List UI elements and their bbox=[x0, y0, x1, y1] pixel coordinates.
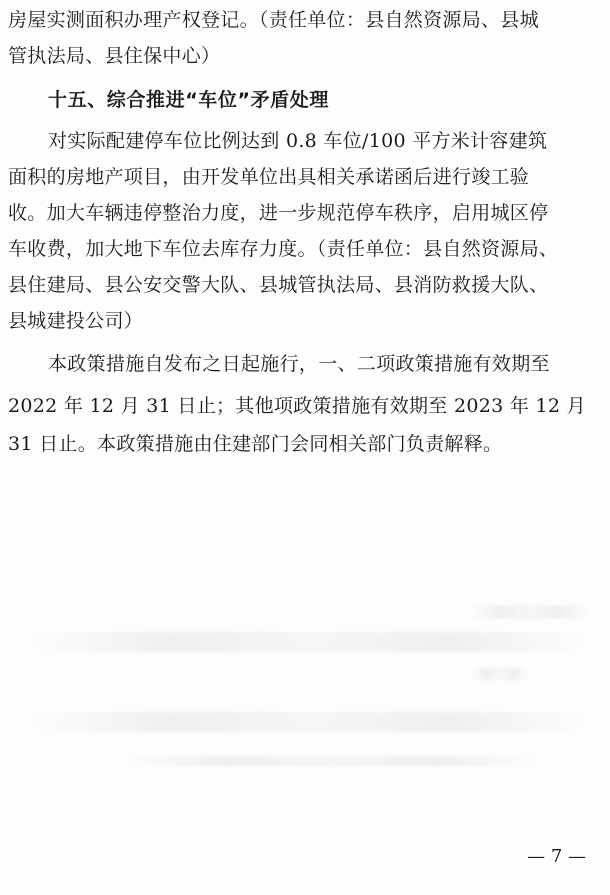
paragraph-line: 管执法局、县住保中心） bbox=[8, 45, 221, 67]
bleed-through-mark bbox=[30, 712, 590, 732]
page-number: — 7 — bbox=[527, 846, 586, 867]
bleed-through-mark bbox=[470, 605, 590, 619]
paragraph-line: 收。加大车辆违停整治力度，进一步规范停车秩序，启用城区停 bbox=[8, 202, 549, 224]
bleed-through-mark bbox=[470, 668, 530, 680]
paragraph-line: 县住建局、县公安交警大队、县城管执法局、县消防救援大队、 bbox=[8, 274, 549, 296]
paragraph-line: 面积的房地产项目，由开发单位出具相关承诺函后进行竣工验 bbox=[8, 166, 530, 188]
paragraph-line: 对实际配建停车位比例达到 0.8 车位/100 平方米计容建筑 bbox=[48, 130, 548, 152]
bleed-through-mark bbox=[120, 756, 540, 766]
paragraph-line: 2022 年 12 月 31 日止；其他项政策措施有效期至 2023 年 12 月 bbox=[8, 395, 586, 417]
section-heading: 十五、综合推进“车位”矛盾处理 bbox=[48, 89, 329, 111]
paragraph-line: 房屋实测面积办理产权登记。（责任单位：县自然资源局、县城 bbox=[8, 9, 539, 31]
paragraph-line: 31 日止。本政策措施由住建部门会同相关部门负责解释。 bbox=[8, 433, 503, 455]
paragraph-line: 车收费，加大地下车位去库存力度。（责任单位：县自然资源局、 bbox=[8, 238, 559, 260]
bleed-through-mark bbox=[30, 632, 590, 652]
paragraph-line: 县城建投公司） bbox=[8, 310, 144, 332]
paragraph-line: 本政策措施自发布之日起施行，一、二项政策措施有效期至 bbox=[48, 353, 550, 375]
